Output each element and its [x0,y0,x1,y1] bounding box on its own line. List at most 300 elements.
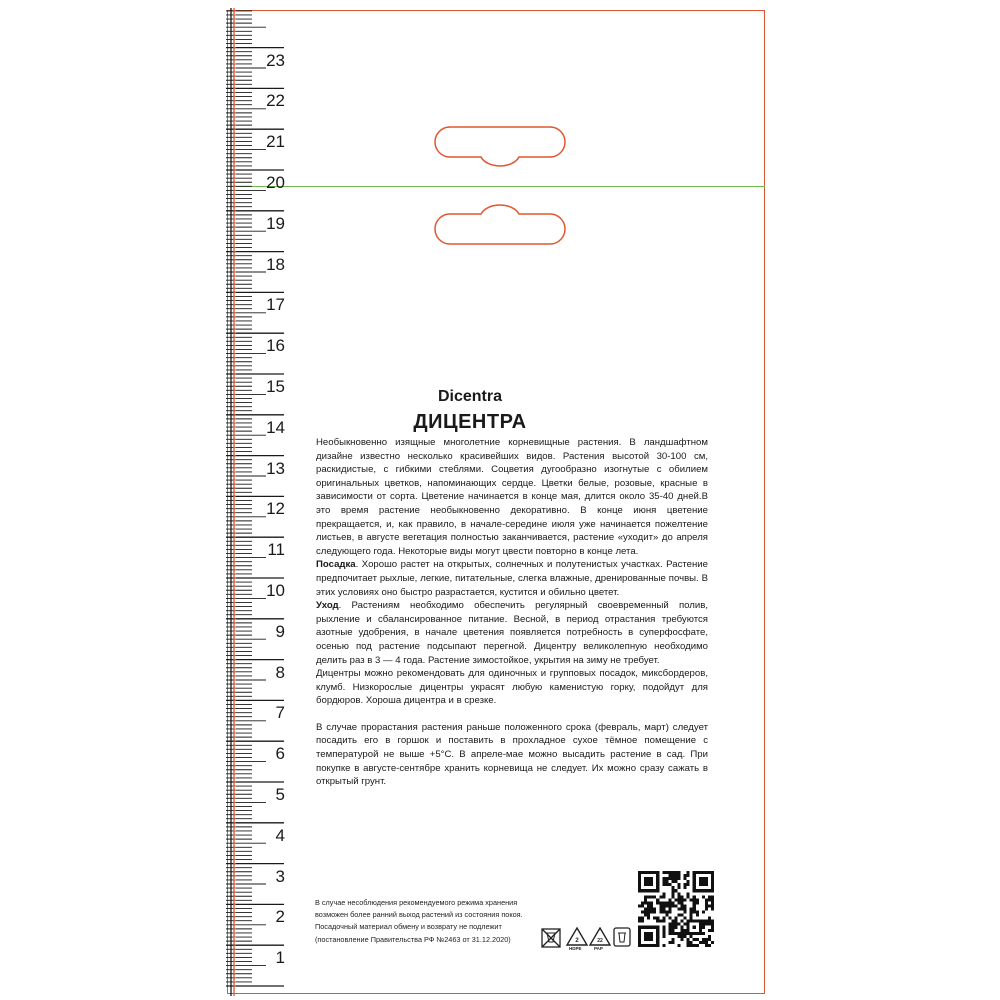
qr-module [711,901,714,904]
qr-module [668,917,671,920]
qr-module [711,880,714,883]
qr-module [668,883,671,886]
qr-module [696,944,699,947]
qr-module [656,889,659,892]
qr-module [653,917,656,920]
qr-module [687,932,690,935]
qr-module [708,929,711,932]
qr-module [678,935,681,938]
qr-module [678,898,681,901]
qr-module [678,877,681,880]
qr-module [644,883,647,886]
svg-text:22: 22 [597,938,603,944]
qr-module [696,911,699,914]
qr-module [671,929,674,932]
ruler-number: 5 [275,785,285,804]
qr-module [653,889,656,892]
ruler-number: 11 [267,540,285,560]
intro-paragraph: Необыкновенно изящные многолетние корневищные растения. В ландшафтном дизайне известно несколько красивейших видов. Растения высотой 30-100 см, раскидистые, с гибкими стеблями. Соцветия дугообразно изогнутые с обилием оригинальных цветков, напоминающих сердце. Цветки белые, розовые, красные в зависимости от сорта. Цветение начинается в конце мая, длится около 35-40 дней.В это время растение необыкновенно декоративно. В конце июня цветение прекращается, и, как правило, в начале-середине июля уже начинается пожелтение листьев, в августе вегетация полностью заканчивается, растение «уходит» до апреля следующего года. Некоторые виды могут цвести повторно в конце лета. [316,437,708,557]
qr-module [681,907,684,910]
qr-module [653,871,656,874]
qr-module [641,901,644,904]
qr-module [684,898,687,901]
qr-module [681,914,684,917]
qr-module [656,901,659,904]
qr-module [668,941,671,944]
qr-module [696,898,699,901]
footnote-line-2: возможен более ранний выход растений из состояния покоя. [315,910,523,920]
qr-module [659,920,662,923]
qr-module [684,932,687,935]
qr-module [653,907,656,910]
qr-module [684,911,687,914]
planting-label: Посадка [316,559,356,571]
qr-module [681,938,684,941]
qr-module [662,892,665,895]
qr-module [711,923,714,926]
qr-module [665,877,668,880]
qr-module [696,914,699,917]
footnote-line-3: Посадочный материал обмену и возврату не подлежит [315,922,502,932]
qr-module [662,911,665,914]
qr-module [705,907,708,910]
qr-module [681,929,684,932]
qr-module [671,901,674,904]
qr-module [708,895,711,898]
ruler-number: 16 [266,336,285,356]
qr-module [678,886,681,889]
qr-module [684,907,687,910]
qr-module [705,889,708,892]
qr-module [638,932,641,935]
qr-module [671,871,674,874]
qr-module [668,911,671,914]
qr-module [711,904,714,907]
qr-module [702,889,705,892]
qr-module [644,938,647,941]
qr-module [705,883,708,886]
qr-module [705,920,708,923]
planting-text: . Хорошо растет на открытых, солнечных и полутенистых участках. Растение предпочитает рыхлые, легкие, питательные, слегка влажные, дренированные почвы. В этих условиях оно быстро разрастается, кустится и обильно цветет. [316,559,708,598]
qr-module [711,941,714,944]
pap-label: PAP [594,946,603,951]
qr-module [656,941,659,944]
qr-module [641,911,644,914]
qr-module [659,895,662,898]
recycle-hdpe-icon [566,927,588,947]
use-paragraph: Дицентры можно рекомендовать для одиночных и групповых посадок, миксбордеров, клумб. Низкорослые дицентры украсят любую каменистую горку, подойдут для бордюров. Хороша дицентра и в срезке. [316,668,708,707]
qr-module [681,920,684,923]
qr-module [693,904,696,907]
qr-module [644,877,647,880]
qr-module [674,874,677,877]
qr-module [668,874,671,877]
qr-module [647,911,650,914]
qr-module [705,901,708,904]
qr-module [644,932,647,935]
qr-module [696,938,699,941]
qr-module [696,901,699,904]
ruler-number: 8 [275,662,285,682]
qr-module [668,871,671,874]
qr-module [644,907,647,910]
qr-module [638,926,641,929]
planting-paragraph [316,558,708,599]
ruler-number: 7 [275,703,285,723]
qr-module [638,917,641,920]
qr-module [693,889,696,892]
qr-module [708,923,711,926]
qr-module [678,871,681,874]
qr-module [674,898,677,901]
qr-module [665,880,668,883]
qr-module [708,920,711,923]
qr-module [647,871,650,874]
qr-code[interactable] [638,871,714,947]
qr-module [696,932,699,935]
qr-module [693,907,696,910]
qr-module [656,929,659,932]
qr-module [668,877,671,880]
qr-module [656,871,659,874]
qr-module [699,889,702,892]
qr-module [647,901,650,904]
ruler-number: 10 [266,581,285,600]
qr-module [687,883,690,886]
qr-module [699,923,702,926]
qr-module [647,877,650,880]
qr-module [638,929,641,932]
qr-module [638,920,641,923]
qr-module [638,904,641,907]
qr-module [690,917,693,920]
qr-module [671,938,674,941]
footnote-line-1: В случае несоблюдения рекомендуемого режима хранения [315,898,518,907]
qr-module [711,886,714,889]
qr-module [641,926,644,929]
ruler-number: 19 [266,213,285,233]
care-paragraph [316,599,708,667]
qr-module [687,895,690,898]
qr-module [656,917,659,920]
qr-module [638,935,641,938]
qr-module [696,920,699,923]
qr-module [696,889,699,892]
qr-module [693,932,696,935]
qr-module [711,895,714,898]
qr-module [656,920,659,923]
qr-module [650,926,653,929]
qr-module [687,920,690,923]
qr-module [638,874,641,877]
qr-module [693,871,696,874]
qr-module [681,904,684,907]
qr-module [647,895,650,898]
qr-module [644,944,647,947]
qr-module [684,917,687,920]
ruler-number: 14 [266,417,285,437]
qr-module [668,898,671,901]
qr-module [690,914,693,917]
qr-module [656,877,659,880]
qr-module [681,895,684,898]
qr-module [650,938,653,941]
qr-module [656,935,659,938]
qr-module [699,880,702,883]
qr-module [705,941,708,944]
qr-module [690,911,693,914]
qr-module [702,926,705,929]
product-title: ДИЦЕНТРА [413,411,527,433]
qr-module [699,883,702,886]
qr-module [638,880,641,883]
qr-module [681,926,684,929]
qr-module [650,901,653,904]
qr-module [674,871,677,874]
qr-module [665,911,668,914]
qr-module [644,895,647,898]
qr-module [662,944,665,947]
qr-module [708,898,711,901]
qr-module [678,932,681,935]
qr-module [711,874,714,877]
no-food-contact-icon [540,927,562,949]
qr-module [687,874,690,877]
qr-module [662,901,665,904]
qr-module [641,904,644,907]
qr-module [644,889,647,892]
qr-module [671,923,674,926]
hang-hole-cutouts [430,120,570,250]
qr-module [674,904,677,907]
latin-name: Dicentra [437,388,503,405]
qr-module [693,895,696,898]
qr-module [711,926,714,929]
qr-module [693,926,696,929]
hang-hole-lower [435,205,565,244]
ruler-number: 6 [275,744,285,764]
recycle-pap-icon [589,927,611,947]
qr-module [681,898,684,901]
ruler-number: 4 [275,825,285,845]
ruler-number: 12 [266,499,285,519]
qr-module [702,938,705,941]
qr-module [638,877,641,880]
qr-module [711,871,714,874]
qr-module [696,871,699,874]
qr-module [708,917,711,920]
qr-module [702,941,705,944]
storage-paragraph: В случае прорастания растения раньше положенного срока (февраль, март) следует посадить его в горшок и поставить в прохладное сухое тёмное помещение с температурой не выше +5°С. В апреле-мае можно высадить растение в сад. При покупке в августе-сентябре хранить корневища не следует. Их можно сразу сажать в открытый грунт. [316,721,708,788]
qr-module [662,929,665,932]
qr-module [687,929,690,932]
qr-module [690,898,693,901]
ruler-number: 13 [266,458,285,478]
qr-module [659,907,662,910]
qr-module [665,871,668,874]
qr-module [650,935,653,938]
trash-bin-icon [613,927,631,947]
qr-module [668,929,671,932]
qr-module [708,871,711,874]
qr-module [699,920,702,923]
qr-module [678,914,681,917]
qr-module [671,889,674,892]
qr-module [711,898,714,901]
ruler-number: 22 [266,91,285,111]
ruler-number: 21 [266,132,285,152]
qr-module [693,877,696,880]
qr-module [705,944,708,947]
qr-module [693,920,696,923]
qr-module [702,923,705,926]
qr-module [674,932,677,935]
qr-module [644,901,647,904]
qr-module [702,920,705,923]
qr-module [693,883,696,886]
qr-module [674,877,677,880]
qr-module [687,923,690,926]
qr-module [690,935,693,938]
qr-module [693,886,696,889]
measuring-ruler [0,0,300,1000]
qr-module [641,889,644,892]
qr-module [659,911,662,914]
qr-module [693,880,696,883]
qr-module [650,871,653,874]
qr-module [647,883,650,886]
qr-module [665,904,668,907]
qr-module [693,874,696,877]
qr-module [671,880,674,883]
qr-module [656,944,659,947]
qr-module [678,895,681,898]
qr-module [702,871,705,874]
qr-module [641,920,644,923]
qr-module [644,914,647,917]
qr-module [684,929,687,932]
ruler-number: 20 [266,173,285,192]
qr-module [702,877,705,880]
qr-module [687,871,690,874]
qr-module [644,880,647,883]
footnote-line-4: (постановление Правительства РФ №2463 от 31.12.2020) [315,934,511,944]
qr-module [668,907,671,910]
qr-module [702,880,705,883]
qr-module [674,926,677,929]
qr-module [638,889,641,892]
qr-module [678,883,681,886]
qr-module [662,904,665,907]
qr-module [699,871,702,874]
qr-module [702,911,705,914]
qr-module [705,898,708,901]
qr-module [684,874,687,877]
qr-module [687,941,690,944]
qr-module [647,938,650,941]
qr-module [653,926,656,929]
qr-module [662,935,665,938]
qr-module [650,904,653,907]
qr-module [687,926,690,929]
qr-module [708,904,711,907]
ruler-number: 17 [266,295,285,315]
ruler-number: 15 [266,377,285,396]
qr-module [653,895,656,898]
ruler-number: 2 [275,907,285,927]
qr-module [641,917,644,920]
qr-module [662,877,665,880]
qr-module [644,898,647,901]
qr-module [684,935,687,938]
qr-module [656,886,659,889]
qr-module [702,895,705,898]
qr-module [653,911,656,914]
qr-module [656,880,659,883]
qr-module [662,907,665,910]
qr-module [693,944,696,947]
qr-module [638,938,641,941]
qr-module [656,883,659,886]
qr-module [681,932,684,935]
qr-module [674,889,677,892]
qr-module [711,929,714,932]
qr-module [671,920,674,923]
qr-module [674,880,677,883]
qr-module [684,904,687,907]
qr-module [671,886,674,889]
qr-module [638,886,641,889]
qr-module [650,932,653,935]
qr-module [690,941,693,944]
qr-module [650,889,653,892]
qr-module [678,892,681,895]
qr-module [678,944,681,947]
qr-module [668,923,671,926]
qr-module [647,944,650,947]
qr-module [650,883,653,886]
qr-module [650,895,653,898]
qr-module [693,938,696,941]
qr-module [662,895,665,898]
qr-module [671,904,674,907]
ruler-number: 9 [275,621,285,641]
description [316,436,708,789]
qr-module [674,923,677,926]
qr-module [671,877,674,880]
qr-module [690,932,693,935]
care-text: . Растениям необходимо обеспечить регулярный своевременный полив, рыхление и сбалансированное питание. Весной, в период отрастания требуются азотные удобрения, в начале цветения появляется потребность в суперфосфате, осенью под растение подсыпают перегной. Дицентру великолепную необходимо делить раз в 3 — 4 года. Растение зимостойкое, укрытия на зиму не требует. [316,600,708,666]
qr-module [705,923,708,926]
qr-module [668,904,671,907]
qr-module [644,935,647,938]
qr-module [708,889,711,892]
qr-module [671,892,674,895]
qr-module [699,877,702,880]
footnote [315,897,555,946]
qr-module [668,932,671,935]
qr-module [668,926,671,929]
qr-module [668,901,671,904]
qr-module [699,941,702,944]
qr-module [647,932,650,935]
qr-module [711,883,714,886]
qr-module [650,877,653,880]
qr-module [662,880,665,883]
hdpe-label: HDPE [569,946,582,951]
qr-module [647,904,650,907]
ruler-number: 18 [266,254,285,274]
